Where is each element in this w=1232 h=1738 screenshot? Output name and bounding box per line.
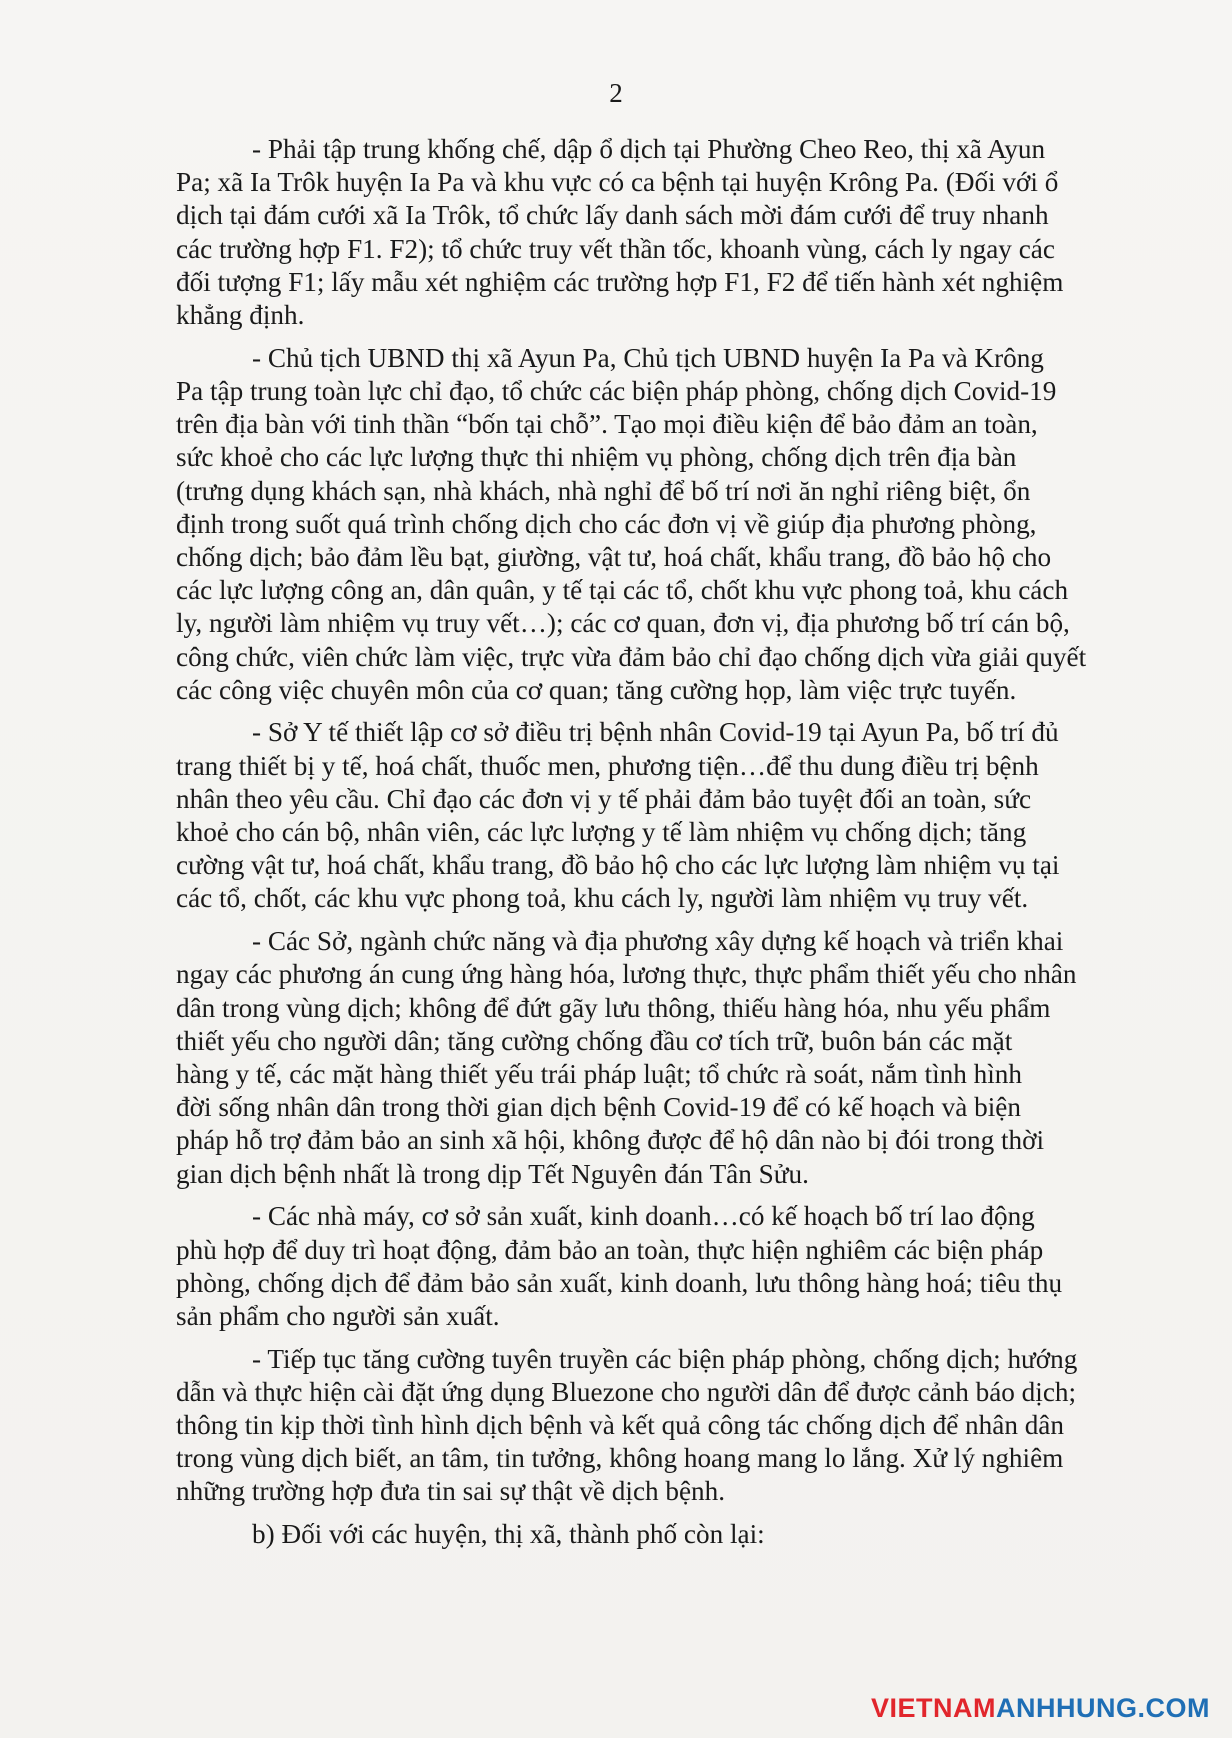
text-line: gian dịch bệnh nhất là trong dịp Tết Nguyên đán Tân Sửu. [176,1158,809,1189]
text-line: - Các Sở, ngành chức năng và địa phương xây dựng kế hoạch và triển khai [252,926,1064,957]
text-line: cường vật tư, hoá chất, khẩu trang, đồ bảo hộ cho các lực lượng làm nhiệm vụ tại [176,850,1060,881]
text-line: trên địa bàn với tinh thần “bốn tại chỗ”. Tạo mọi điều kiện để bảo đảm an toàn, [176,409,1038,440]
page-number: 2 [609,78,623,108]
watermark-part-2: ANHHUNG.COM [996,1693,1210,1723]
text-line: ngay các phương án cung ứng hàng hóa, lương thực, thực phẩm thiết yếu cho nhân [176,959,1077,990]
text-line: thiết yếu cho người dân; tăng cường chống đầu cơ tích trữ, buôn bán các mặt [176,1025,1013,1056]
text-line: - Phải tập trung khống chế, dập ổ dịch tại Phường Cheo Reo, thị xã Ayun [252,134,1046,164]
text-line: dân trong vùng dịch; không để đứt gãy lưu thông, thiếu hàng hóa, nhu yếu phẩm [176,992,1051,1023]
text-line: khẳng định. [176,300,305,331]
text-line: dịch tại đám cưới xã Ia Trôk, tổ chức lấy danh sách mời đám cưới để truy nhanh [176,200,1049,231]
text-line: khoẻ cho cán bộ, nhân viên, các lực lượng y tế làm nhiệm vụ chống dịch; tăng [176,817,1027,848]
text-line: nhân theo yêu cầu. Chỉ đạo các đơn vị y tế phải đảm bảo tuyệt đối an toàn, sức [176,783,1032,814]
text-line: b) Đối với các huyện, thị xã, thành phố còn lại: [252,1519,765,1550]
text-line: ly, người làm nhiệm vụ truy vết…); các cơ quan, đơn vị, địa phương bố trí cán bộ, [176,608,1070,639]
text-line: sức khoẻ cho các lực lượng thực thi nhiệm vụ phòng, chống dịch trên địa bàn [176,442,1017,473]
text-line: Pa; xã Ia Trôk huyện Ia Pa và khu vực có ca bệnh tại huyện Krông Pa. (Đối với ổ [176,167,1059,198]
paragraph [176,1518,1232,1551]
text-line: trong vùng dịch biết, an tâm, tin tưởng, không hoang mang lo lắng. Xử lý nghiêm [176,1443,1064,1474]
text-line: - Các nhà máy, cơ sở sản xuất, kinh doanh…có kế hoạch bố trí lao động [252,1201,1035,1232]
watermark-part-1: VIETNAM [871,1693,996,1723]
text-line: công chức, viên chức làm việc, trực vừa đảm bảo chỉ đạo chống dịch vừa giải quyết [176,641,1087,672]
text-line: những trường hợp đưa tin sai sự thật về dịch bệnh. [176,1476,726,1507]
paragraph [176,1200,1232,1333]
text-line: Pa tập trung toàn lực chỉ đạo, tổ chức các biện pháp phòng, chống dịch Covid-19 [176,375,1057,406]
text-line: - Sở Y tế thiết lập cơ sở điều trị bệnh nhân Covid-19 tại Ayun Pa, bố trí đủ [252,717,1059,748]
text-line: - Chủ tịch UBND thị xã Ayun Pa, Chủ tịch UBND huyện Ia Pa và Krông [252,342,1044,373]
text-line: định trong suốt quá trình chống dịch cho các đơn vị về giúp địa phương phòng, [176,508,1037,539]
text-line: pháp hỗ trợ đảm bảo an sinh xã hội, không được để hộ dân nào bị đói trong thời [176,1125,1045,1156]
text-line: sản phẩm cho người sản xuất. [176,1300,500,1331]
watermark [871,1693,1210,1724]
text-line: dẫn và thực hiện cài đặt ứng dụng Bluezone cho người dân để được cảnh báo dịch; [176,1376,1077,1407]
document-body [176,133,1232,1561]
text-line: đời sống nhân dân trong thời gian dịch bệnh Covid-19 để có kế hoạch và biện [176,1092,1021,1123]
paragraph [176,342,1232,707]
paragraph [176,925,1232,1191]
text-line: các công việc chuyên môn của cơ quan; tăng cường họp, làm việc trực tuyến. [176,674,1017,705]
text-line: hàng y tế, các mặt hàng thiết yếu trái pháp luật; tổ chức rà soát, nắm tình hình [176,1058,1022,1089]
text-line: chống dịch; bảo đảm lều bạt, giường, vật tư, hoá chất, khẩu trang, đồ bảo hộ cho [176,541,1052,572]
text-line: thông tin kịp thời tình hình dịch bệnh và kết quả công tác chống dịch để nhân dân [176,1410,1064,1441]
text-line: đối tượng F1; lấy mẫu xét nghiệm các trường hợp F1, F2 để tiến hành xét nghiệm [176,266,1064,297]
text-line: các tổ, chốt, các khu vực phong toả, khu cách ly, người làm nhiệm vụ truy vết. [176,883,1029,914]
text-line: các lực lượng công an, dân quân, y tế tại các tổ, chốt khu vực phong toả, khu cách [176,575,1069,606]
text-line: phù hợp để duy trì hoạt động, đảm bảo an toàn, thực hiện nghiêm các biện pháp [176,1234,1044,1265]
paragraph [176,716,1232,915]
text-line: phòng, chống dịch để đảm bảo sản xuất, kinh doanh, lưu thông hàng hoá; tiêu thụ [176,1267,1063,1298]
text-line: các trường hợp F1. F2); tổ chức truy vết thần tốc, khoanh vùng, cách ly ngay các [176,233,1055,264]
text-line: (trưng dụng khách sạn, nhà khách, nhà nghỉ để bố trí nơi ăn nghỉ riêng biệt, ổn [176,475,1031,506]
paragraph [176,1343,1232,1509]
text-line: trang thiết bị y tế, hoá chất, thuốc men, phương tiện…để thu dung điều trị bệnh [176,750,1039,781]
paragraph [176,133,1232,332]
text-line: - Tiếp tục tăng cường tuyên truyền các biện pháp phòng, chống dịch; hướng [252,1343,1078,1374]
